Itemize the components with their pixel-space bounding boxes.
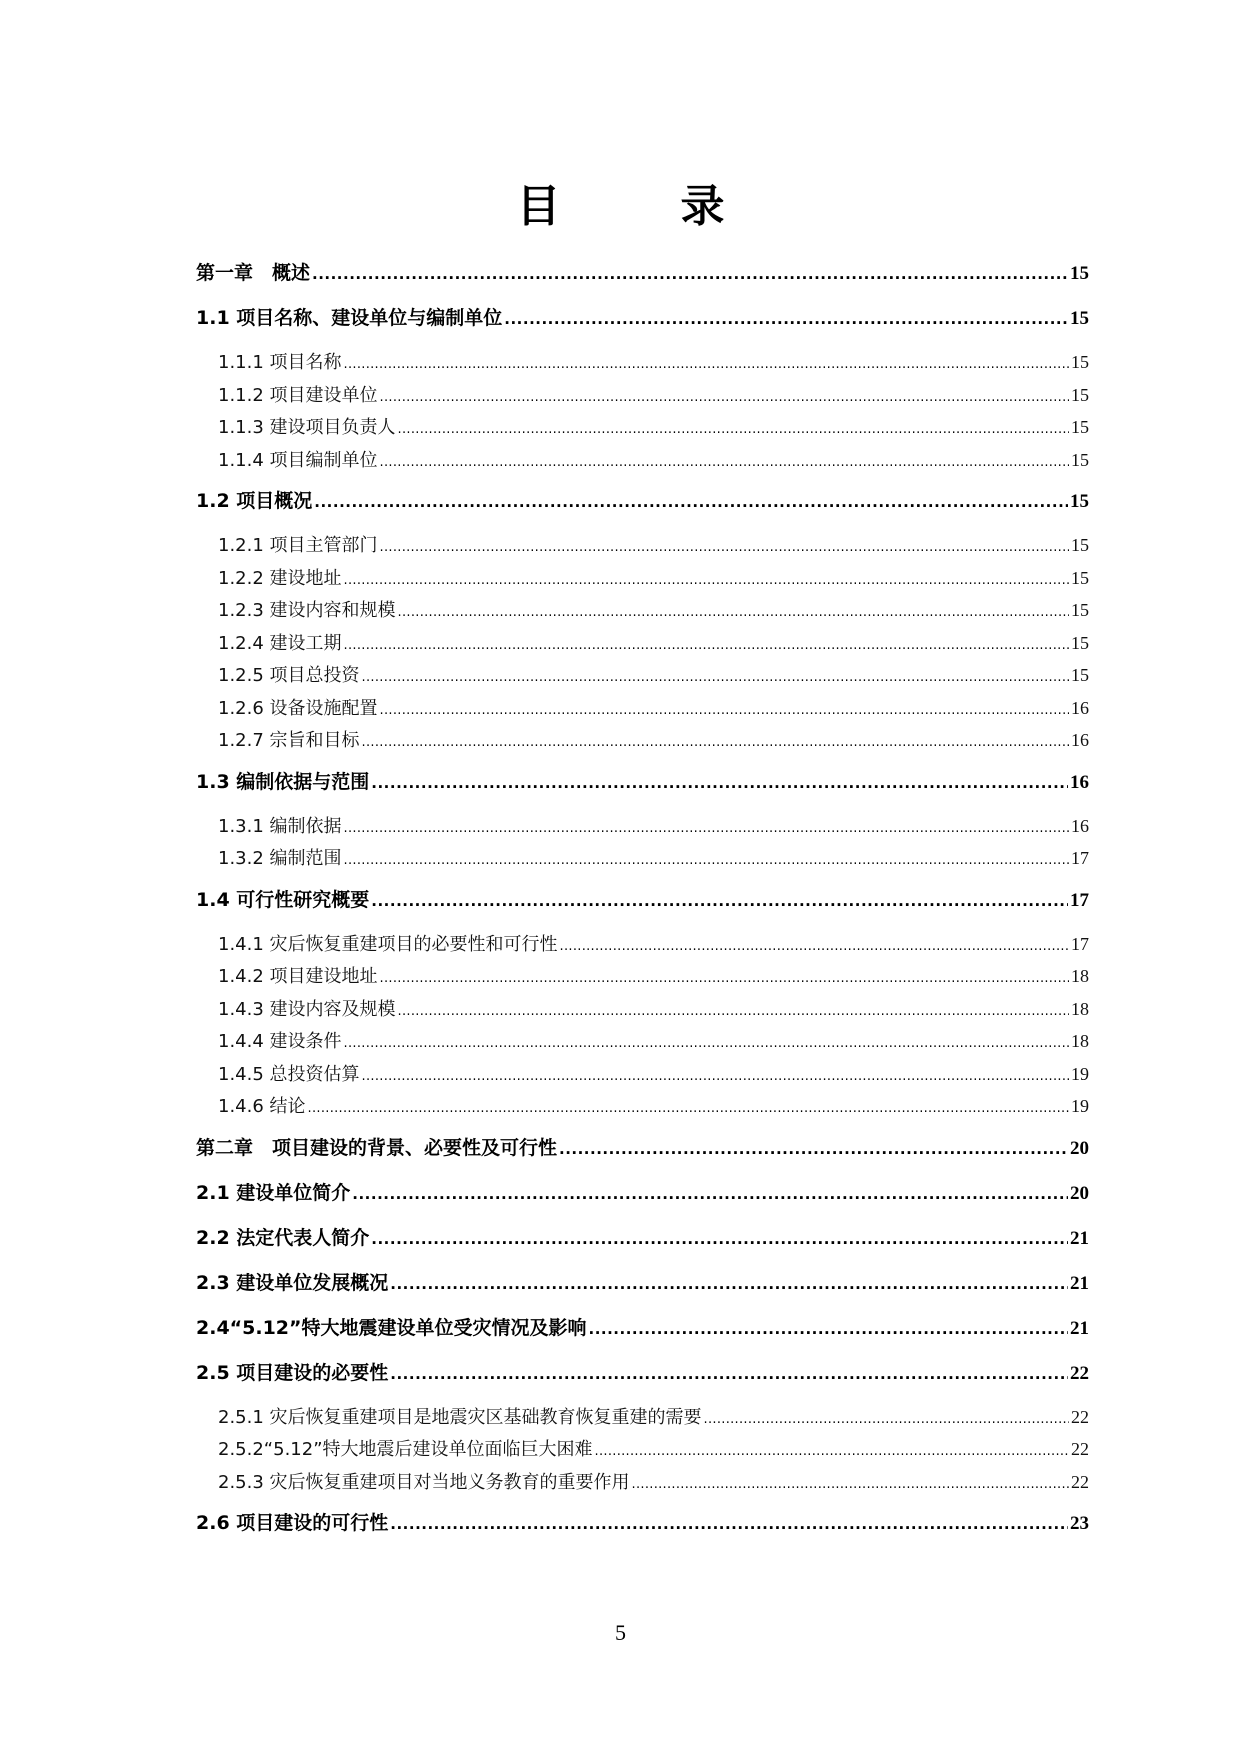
toc-dot-leader [390, 1509, 1068, 1539]
toc-subsection-entry[interactable] [196, 564, 1089, 597]
toc-section-entry[interactable] [196, 885, 1089, 930]
toc-entry-label: 2.6 项目建设的可行性 [196, 1512, 389, 1534]
toc-entry-label: 1.1.2 项目建设单位 [218, 384, 378, 406]
toc-subsection-entry[interactable] [196, 995, 1089, 1028]
toc-entry-label: 1.2.5 项目总投资 [218, 665, 360, 686]
toc-subsection-entry[interactable] [196, 930, 1089, 963]
toc-entry-label: 1.2.4 建设工期 [218, 632, 342, 654]
toc-dot-leader [371, 886, 1068, 916]
toc-subsection-entry[interactable] [196, 446, 1089, 479]
toc-entry-label: 2.5.3 灾后恢复重建项目对当地义务教育的重要作用 [218, 1471, 630, 1493]
toc-dot-leader [344, 351, 1069, 379]
toc-subsection-entry[interactable] [196, 348, 1089, 381]
toc-entry-page: 19 [1071, 1063, 1089, 1084]
toc-dot-leader [559, 1134, 1068, 1164]
toc-entry-page: 17 [1071, 848, 1089, 868]
toc-entry-label: 1.1.4 项目编制单位 [218, 449, 378, 471]
toc-entry-page: 17 [1070, 889, 1089, 911]
toc-dot-leader [632, 1471, 1069, 1499]
toc-entry-page: 23 [1070, 1513, 1089, 1534]
toc-subsection-entry[interactable] [196, 694, 1089, 727]
toc-entry-label: 第一章 概述 [196, 262, 311, 284]
page-title: 目 录 [516, 181, 763, 232]
toc-dot-leader [312, 259, 1068, 289]
toc-entry-label: 1.2 项目概况 [196, 490, 313, 512]
toc-dot-leader [504, 304, 1068, 334]
toc-entry-label: 1.2.1 项目主管部门 [218, 535, 378, 556]
toc-entry-page: 15 [1071, 535, 1089, 555]
toc-subsection-entry[interactable] [196, 413, 1089, 446]
toc-entry-page: 18 [1071, 998, 1089, 1019]
toc-subsection-entry[interactable] [196, 1027, 1089, 1060]
toc-subsection-entry[interactable] [196, 531, 1089, 564]
toc-dot-leader [362, 1063, 1069, 1091]
toc-section-entry[interactable] [196, 486, 1089, 531]
toc-entry-label: 2.1 建设单位简介 [196, 1181, 351, 1204]
toc-entry-page: 21 [1070, 1272, 1089, 1294]
toc-entry-label: 1.1.1 项目名称 [218, 352, 342, 373]
toc-dot-leader [380, 534, 1069, 562]
toc-entry-label: 1.1.3 建设项目负责人 [218, 417, 396, 438]
toc-dot-leader [344, 815, 1069, 843]
toc-entry-page: 16 [1071, 815, 1089, 836]
toc-section-entry[interactable] [196, 1178, 1089, 1223]
toc-subsection-entry[interactable] [196, 596, 1089, 629]
toc-section-entry[interactable] [196, 1508, 1089, 1553]
toc-dot-leader [704, 1406, 1069, 1434]
toc-entry-page: 15 [1071, 600, 1089, 620]
toc-dot-leader [390, 1359, 1068, 1389]
toc-entry-label: 1.3 编制依据与范围 [196, 770, 370, 793]
toc-dot-leader [344, 567, 1069, 595]
toc-entry-label: 1.4.4 建设条件 [218, 1031, 342, 1052]
toc-dot-leader [560, 933, 1069, 961]
toc-dot-leader [589, 1314, 1068, 1344]
toc-entry-page: 15 [1071, 449, 1089, 470]
toc-subsection-entry[interactable] [196, 1092, 1089, 1125]
toc-entry-label: 1.4.2 项目建设地址 [218, 966, 378, 987]
toc-entry-page: 20 [1070, 1182, 1089, 1204]
toc-subsection-entry[interactable] [196, 812, 1089, 845]
toc-entry-page: 18 [1071, 966, 1089, 986]
toc-entry-page: 16 [1071, 730, 1089, 750]
toc-section-entry[interactable] [196, 1268, 1089, 1313]
toc-entry-page: 16 [1071, 697, 1089, 718]
toc-section-entry[interactable] [196, 767, 1089, 812]
toc-entry-page: 22 [1071, 1406, 1089, 1427]
toc-entry-label: 1.2.3 建设内容和规模 [218, 600, 396, 621]
toc-subsection-entry[interactable] [196, 962, 1089, 995]
toc-entry-page: 21 [1070, 1317, 1089, 1339]
toc-subsection-entry[interactable] [196, 726, 1089, 759]
toc-entry-label: 2.5 项目建设的必要性 [196, 1361, 389, 1384]
toc-section-entry[interactable] [196, 303, 1089, 348]
toc-entry-label: 1.2.6 设备设施配置 [218, 697, 378, 719]
toc-entry-page: 22 [1071, 1439, 1089, 1459]
toc-entry-label: 第二章 项目建设的背景、必要性及可行性 [196, 1136, 558, 1159]
toc-section-entry[interactable] [196, 1133, 1089, 1178]
toc-entry-label: 1.4.5 总投资估算 [218, 1063, 360, 1085]
toc-dot-leader [344, 632, 1069, 660]
toc-entry-label: 2.3 建设单位发展概况 [196, 1271, 389, 1294]
toc-dot-leader [398, 998, 1069, 1026]
toc-subsection-entry[interactable] [196, 1060, 1089, 1093]
toc-entry-page: 15 [1070, 263, 1089, 284]
toc-entry-page: 15 [1071, 417, 1089, 437]
page-number: 5 [615, 1620, 626, 1645]
toc-dot-leader [362, 729, 1069, 757]
toc-entry-label: 2.5.1 灾后恢复重建项目是地震灾区基础教育恢复重建的需要 [218, 1406, 702, 1428]
toc-dot-leader [398, 599, 1069, 627]
toc-entry-label: 1.4.1 灾后恢复重建项目的必要性和可行性 [218, 933, 558, 955]
toc-dot-leader [314, 487, 1068, 517]
toc-entry-label: 1.2.7 宗旨和目标 [218, 730, 360, 751]
toc-entry-label: 2.4“5.12”特大地震建设单位受灾情况及影响 [196, 1316, 587, 1339]
toc-entry-label: 1.3.2 编制范围 [218, 848, 342, 869]
toc-entry-page: 15 [1070, 308, 1089, 329]
toc-entry-label: 1.4 可行性研究概要 [196, 888, 370, 911]
toc-entry-page: 15 [1071, 352, 1089, 372]
toc-entry-page: 15 [1071, 665, 1089, 685]
toc-dot-leader [380, 449, 1069, 477]
table-of-contents [196, 258, 1089, 1553]
toc-subsection-entry[interactable] [196, 661, 1089, 694]
toc-entry-page: 16 [1070, 771, 1089, 793]
toc-dot-leader [344, 1030, 1069, 1058]
toc-entry-label: 1.4.3 建设内容及规模 [218, 998, 396, 1020]
toc-dot-leader [371, 768, 1068, 798]
toc-section-entry[interactable] [196, 1358, 1089, 1403]
toc-entry-page: 15 [1071, 632, 1089, 653]
toc-subsection-entry[interactable] [196, 844, 1089, 877]
toc-entry-page: 20 [1070, 1137, 1089, 1159]
toc-entry-label: 2.5.2“5.12”特大地震后建设单位面临巨大困难 [218, 1439, 593, 1460]
toc-subsection-entry[interactable] [196, 1468, 1089, 1501]
toc-section-entry[interactable] [196, 258, 1089, 303]
toc-dot-leader [380, 965, 1069, 993]
toc-entry-page: 18 [1071, 1031, 1089, 1051]
toc-entry-page: 15 [1070, 491, 1089, 512]
toc-dot-leader [390, 1269, 1068, 1299]
toc-entry-label: 1.2.2 建设地址 [218, 567, 342, 589]
toc-dot-leader [352, 1179, 1068, 1209]
toc-dot-leader [362, 664, 1069, 692]
toc-entry-page: 19 [1071, 1096, 1089, 1116]
toc-dot-leader [398, 416, 1069, 444]
toc-entry-label: 2.2 法定代表人简介 [196, 1226, 370, 1249]
toc-section-entry[interactable] [196, 1313, 1089, 1358]
toc-entry-page: 15 [1071, 384, 1089, 405]
toc-dot-leader [344, 847, 1069, 875]
toc-dot-leader [380, 697, 1069, 725]
toc-entry-label: 1.4.6 结论 [218, 1096, 306, 1117]
toc-dot-leader [380, 384, 1069, 412]
toc-entry-page: 22 [1071, 1471, 1089, 1492]
toc-subsection-entry[interactable] [196, 629, 1089, 662]
toc-section-entry[interactable] [196, 1223, 1089, 1268]
toc-dot-leader [595, 1438, 1069, 1466]
toc-entry-page: 15 [1071, 567, 1089, 588]
toc-subsection-entry[interactable] [196, 1435, 1089, 1468]
toc-entry-page: 17 [1071, 933, 1089, 954]
toc-entry-label: 1.3.1 编制依据 [218, 815, 342, 837]
toc-dot-leader [371, 1224, 1068, 1254]
toc-dot-leader [308, 1095, 1069, 1123]
toc-subsection-entry[interactable] [196, 381, 1089, 414]
toc-entry-page: 22 [1070, 1362, 1089, 1384]
toc-entry-label: 1.1 项目名称、建设单位与编制单位 [196, 307, 503, 329]
toc-subsection-entry[interactable] [196, 1403, 1089, 1436]
toc-entry-page: 21 [1070, 1227, 1089, 1249]
